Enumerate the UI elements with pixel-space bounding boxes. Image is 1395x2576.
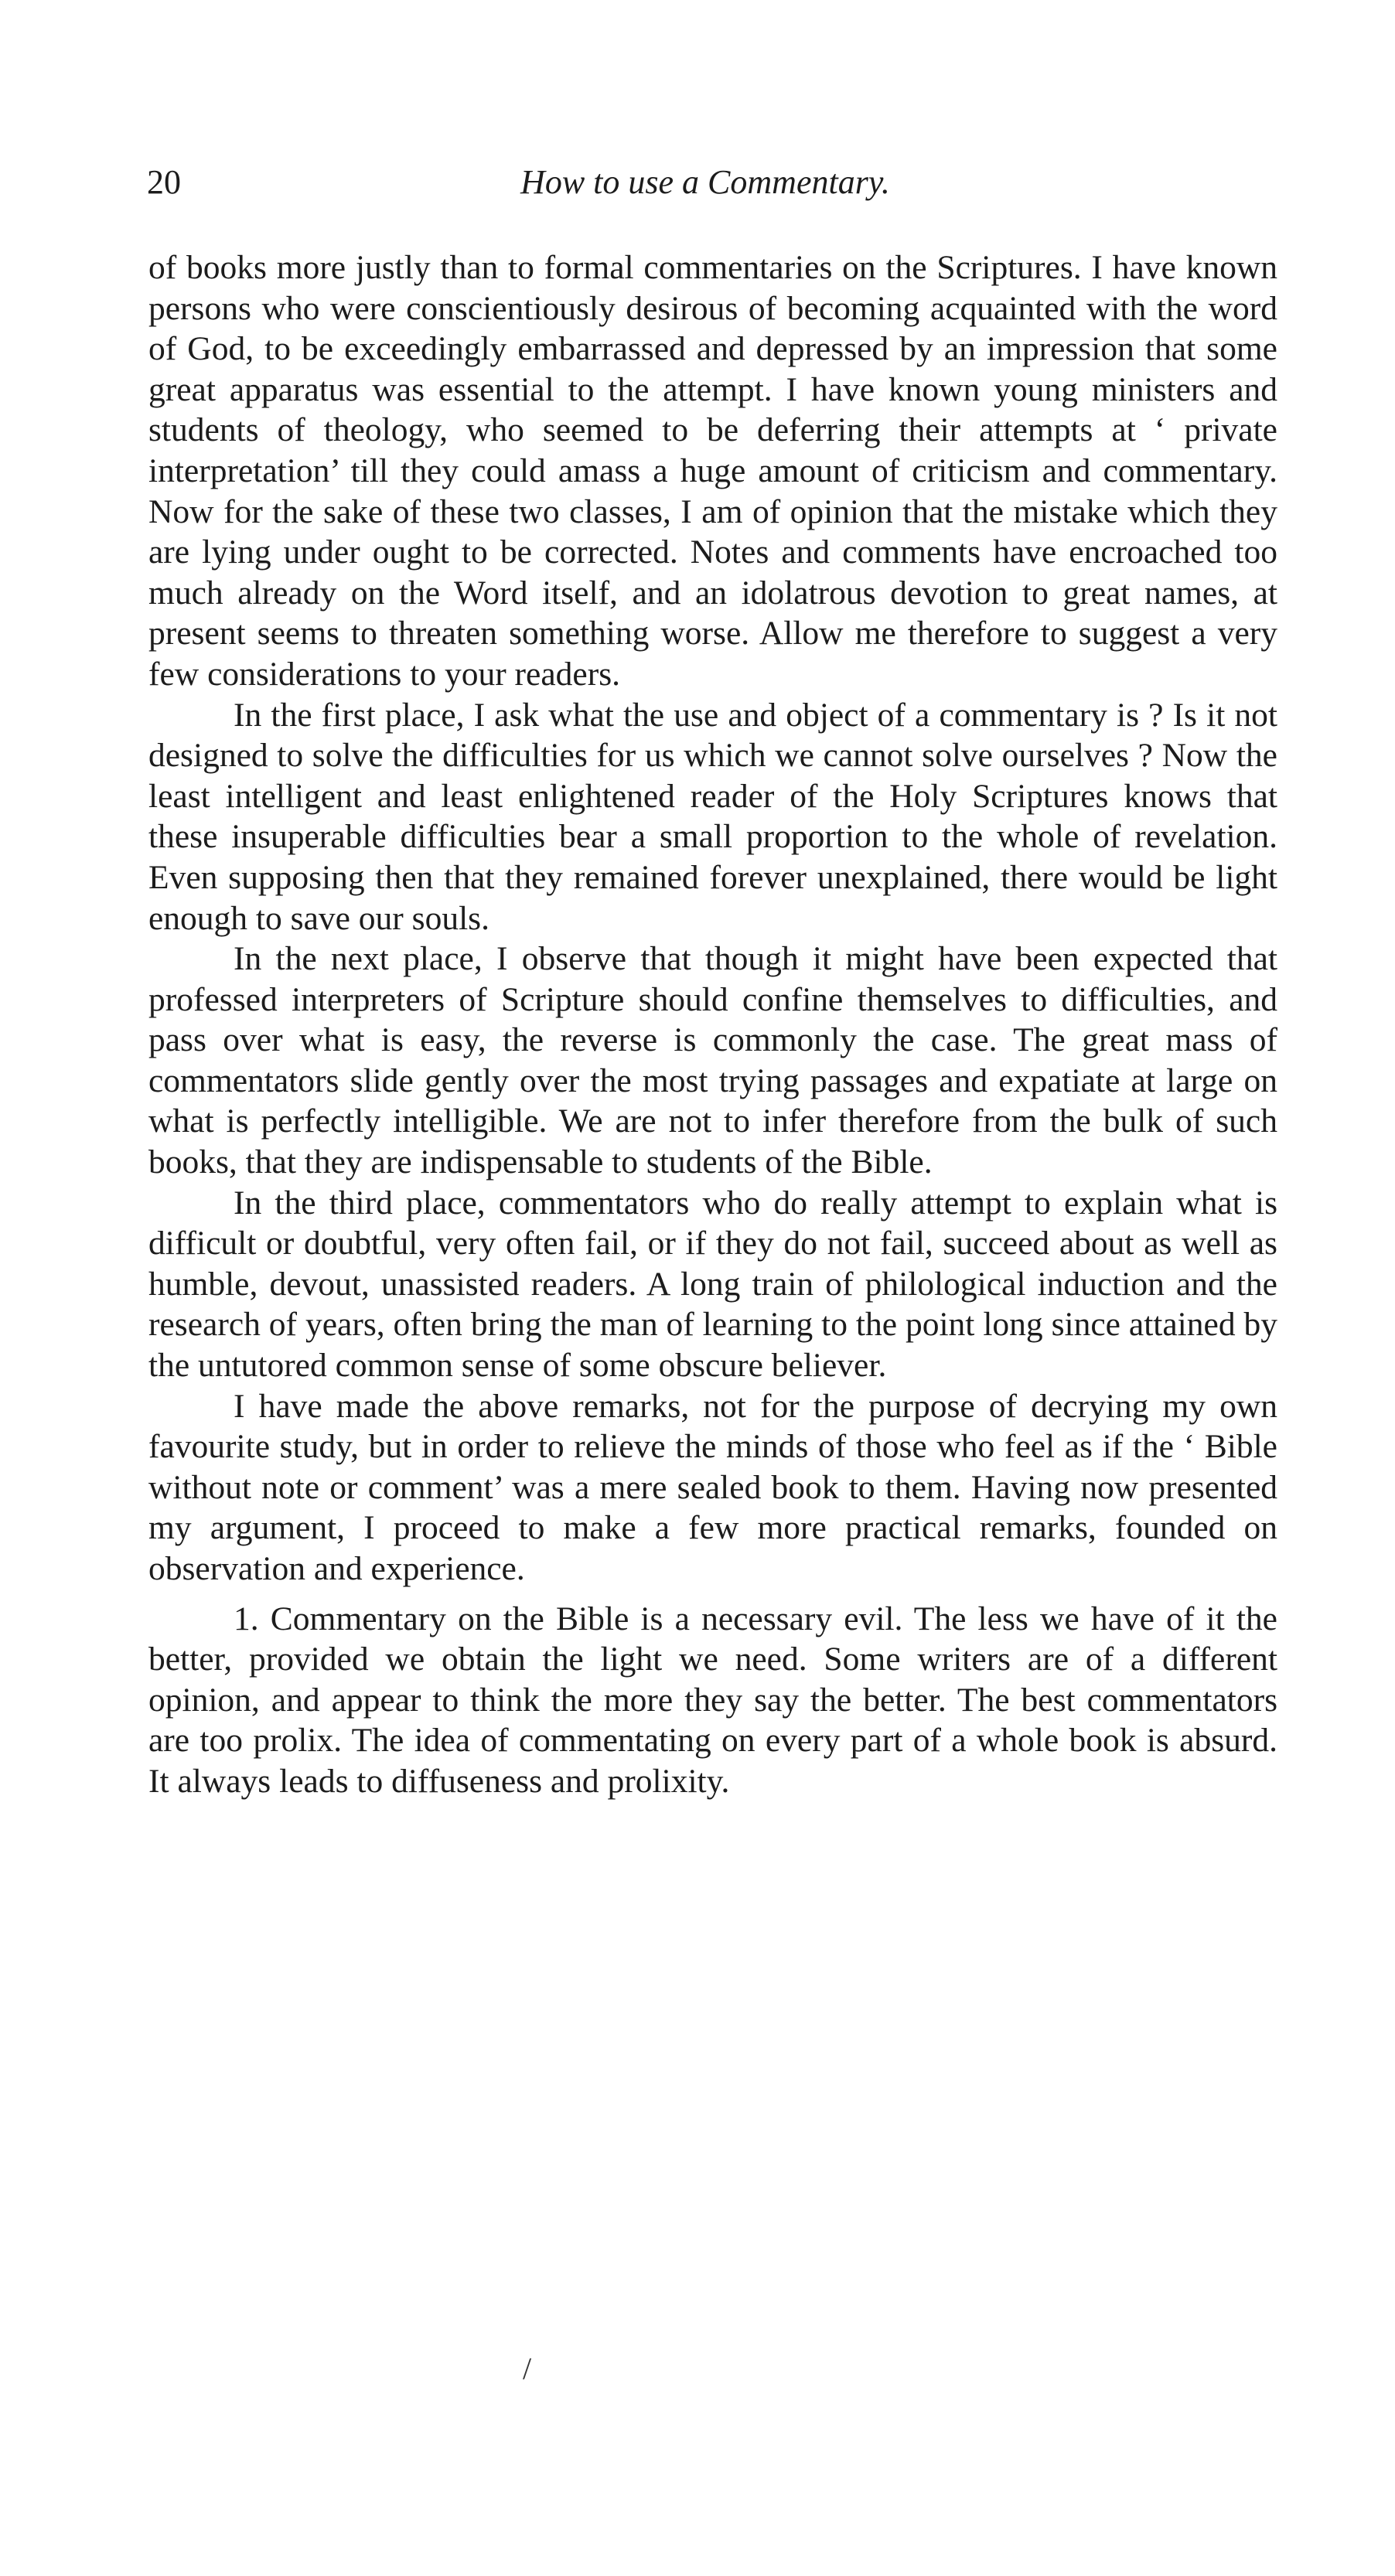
paragraph-third-place: In the third place, commentators who do really attempt to explain what is difficult or doubtful, very often fail, or if they do not fail, succeed about as well as humble, devout, unassisted readers. A long train of philological induction and the research of years, often bring the man of learning to the point long since attained by the untutored common sense of some obscure believer.: [148, 1184, 1277, 1385]
page-body: [148, 247, 1277, 1802]
page-number: 20: [147, 163, 181, 201]
print-speck: /: [523, 2351, 532, 2386]
running-title: How to use a Commentary.: [520, 163, 890, 201]
paragraph-point-one: 1. Commentary on the Bible is a necessary evil. The less we have of it the better, provided we obtain the light we need. Some writers are of a different opinion, and appear to think the more they say the better. The best commentators are too prolix. The idea of commentating on every part of a whole book is absurd. It always leads to diffuseness and prolixity.: [148, 1600, 1277, 1800]
paragraph-next-place: In the next place, I observe that though it might have been expected that professed interpreters of Scripture should confine themselves to difficulties, and pass over what is easy, the reverse is commonly the case. The great mass of commentators slide gently over the most trying passages and expatiate at large on what is perfectly intelligible. We are not to infer therefore from the bulk of such books, that they are indispensable to students of the Bible.: [148, 940, 1277, 1181]
paragraph-remarks: I have made the above remarks, not for the purpose of decrying my own favourite study, but in order to relieve the minds of those who feel as if the ‘ Bible without note or comment’ was a mere sealed book to them. Having now presented my argument, I proceed to make a few more practical remarks, founded on observation and experience.: [148, 1387, 1277, 1587]
paragraph-continued: of books more justly than to formal commentaries on the Scriptures. I have known persons who were conscientiously desirous of becoming acquainted with the word of God, to be exceedingly embarrassed and depressed by an impression that some great apparatus was essential to the attempt. I have known young ministers and students of theology, who seemed to be deferring their attempts at ‘ private interpretation’ till they could amass a huge amount of criticism and commentary. Now for the sake of these two classes, I am of opinion that the mistake which they are lying under ought to be corrected. Notes and comments have encroached too much already on the Word itself, and an idolatrous devotion to great names, at present seems to threaten something worse. Allow me therefore to suggest a very few considerations to your readers.: [148, 249, 1277, 693]
page-header: [147, 159, 1264, 206]
paragraph-first-place: In the first place, I ask what the use and object of a commentary is ? Is it not designed to solve the difficulties for us which we cannot solve ourselves ? Now the least intelligent and least enlightened reader of the Holy Scriptures knows that these insuperable difficulties bear a small proportion to the whole of revelation. Even supposing then that they remained forever unexplained, there would be light enough to save our souls.: [148, 696, 1277, 937]
